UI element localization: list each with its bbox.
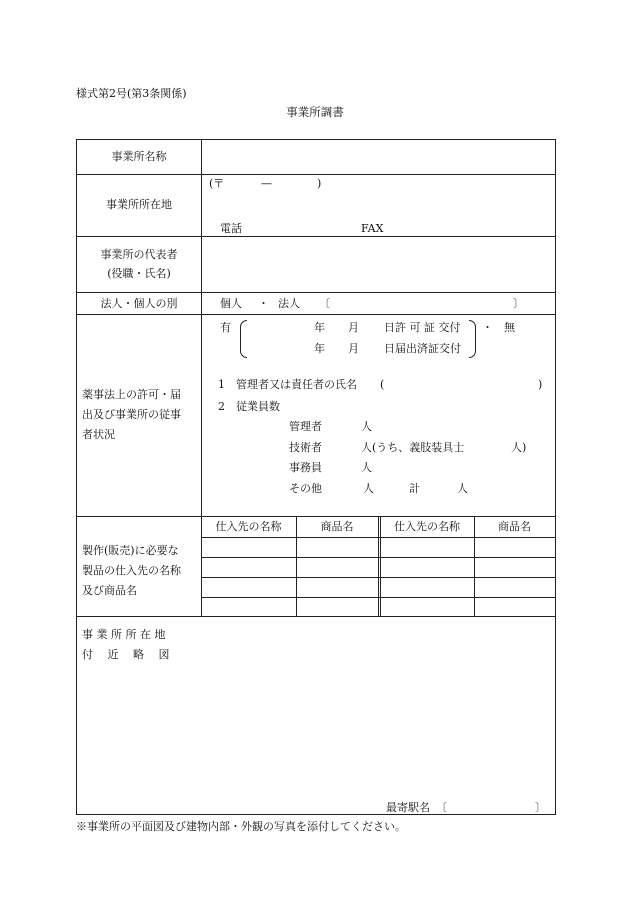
fax-label: FAX bbox=[361, 222, 384, 235]
license-yes[interactable]: 有 bbox=[220, 321, 231, 334]
row-divider bbox=[77, 616, 555, 617]
license-label-line2: 出及び事業所の従事 bbox=[82, 408, 181, 421]
staff-unit: 人 bbox=[361, 420, 372, 433]
entity-bracket-open: 〔 bbox=[319, 297, 330, 310]
supplier-grid-line bbox=[378, 516, 379, 616]
document-title: 事業所調書 bbox=[286, 105, 344, 119]
representative-sublabel: (役職・氏名) bbox=[107, 267, 171, 280]
representative-label: 事業所の代表者 bbox=[100, 248, 178, 261]
employees-label: 従業員数 bbox=[236, 400, 280, 413]
supplier-header: 仕入先の名称 bbox=[215, 520, 282, 533]
employees-item-number: 2 bbox=[218, 400, 225, 413]
row-divider bbox=[77, 516, 555, 517]
business-name-field[interactable] bbox=[203, 142, 553, 172]
staff-total-unit: 人 bbox=[457, 482, 468, 495]
supplier-header: 仕入先の名称 bbox=[394, 520, 460, 533]
staff-role: 管理者 bbox=[289, 420, 322, 433]
row-divider bbox=[77, 174, 555, 175]
tel-label: 電話 bbox=[220, 222, 242, 235]
map-label-line2: 付 近 略 図 bbox=[82, 648, 170, 661]
staff-unit: 人 bbox=[361, 461, 372, 474]
product-header: 商品名 bbox=[320, 520, 354, 533]
entity-type-label: 法人・個人の別 bbox=[100, 297, 178, 310]
staff-role: その他 bbox=[289, 482, 322, 495]
staff-unit: 人 bbox=[363, 482, 374, 495]
address-field[interactable] bbox=[207, 192, 547, 216]
staff-total-label: 計 bbox=[409, 482, 420, 495]
staff-unit: 人(うち、義肢装具士 bbox=[361, 441, 465, 454]
notice-issued-label: 日届出済証交付 bbox=[384, 342, 461, 355]
postal-open: (〒 bbox=[209, 177, 225, 190]
map-label: 事 業 所 所 在 地 bbox=[82, 628, 166, 641]
label-column-divider bbox=[201, 140, 202, 616]
staff-role: 技術者 bbox=[289, 441, 322, 454]
entity-bracket-close: 〕 bbox=[513, 297, 524, 310]
manager-name-close: ) bbox=[538, 378, 543, 391]
business-name-label: 事業所名称 bbox=[111, 150, 167, 163]
supplier-label-line3: 及び商品名 bbox=[82, 584, 137, 597]
postal-close: ) bbox=[317, 177, 322, 190]
staff-role: 事務員 bbox=[289, 461, 322, 474]
supplier-label-line2: 製品の仕入先の名称 bbox=[82, 564, 181, 577]
row-divider bbox=[77, 236, 555, 237]
product-header: 商品名 bbox=[498, 520, 531, 533]
license-no[interactable]: 無 bbox=[504, 321, 515, 334]
license-bracket-right bbox=[469, 320, 476, 358]
row-divider bbox=[77, 292, 555, 293]
option-individual[interactable]: 個人 bbox=[220, 297, 242, 310]
form-number: 様式第2号(第3条関係) bbox=[76, 87, 187, 100]
permit-issued-label: 日許 可 証 交付 bbox=[384, 321, 461, 334]
form-table bbox=[76, 139, 556, 815]
station-bracket-open: 〔 bbox=[436, 801, 447, 814]
license-label-line3: 者状況 bbox=[82, 428, 115, 441]
license-label: 薬事法上の許可・届 bbox=[82, 388, 181, 401]
representative-field[interactable] bbox=[203, 238, 553, 290]
manager-item-number: 1 bbox=[218, 378, 225, 391]
address-label: 事業所所在地 bbox=[106, 198, 172, 211]
license-bracket-left bbox=[240, 320, 247, 358]
postal-dash: — bbox=[261, 177, 272, 190]
option-separator: ・ bbox=[258, 297, 269, 310]
staff-extra: 人) bbox=[511, 441, 527, 454]
permit-year: 年 bbox=[314, 321, 325, 334]
manager-name-label: 管理者又は責任者の氏名 bbox=[236, 378, 357, 391]
map-area[interactable] bbox=[203, 620, 553, 795]
manager-name-open: ( bbox=[380, 378, 385, 391]
supplier-label: 製作(販売)に必要な bbox=[82, 544, 179, 557]
license-dot: ・ bbox=[482, 321, 493, 334]
nearest-station-label: 最寄駅名 bbox=[386, 801, 430, 814]
notice-month: 月 bbox=[348, 342, 359, 355]
station-bracket-close: 〕 bbox=[535, 801, 546, 814]
option-corporate[interactable]: 法人 bbox=[278, 297, 300, 310]
notice-year: 年 bbox=[314, 342, 325, 355]
row-divider bbox=[77, 314, 555, 315]
permit-month: 月 bbox=[348, 321, 359, 334]
attachment-note: ※事業所の平面図及び建物内部・外観の写真を添付してください。 bbox=[76, 820, 406, 833]
